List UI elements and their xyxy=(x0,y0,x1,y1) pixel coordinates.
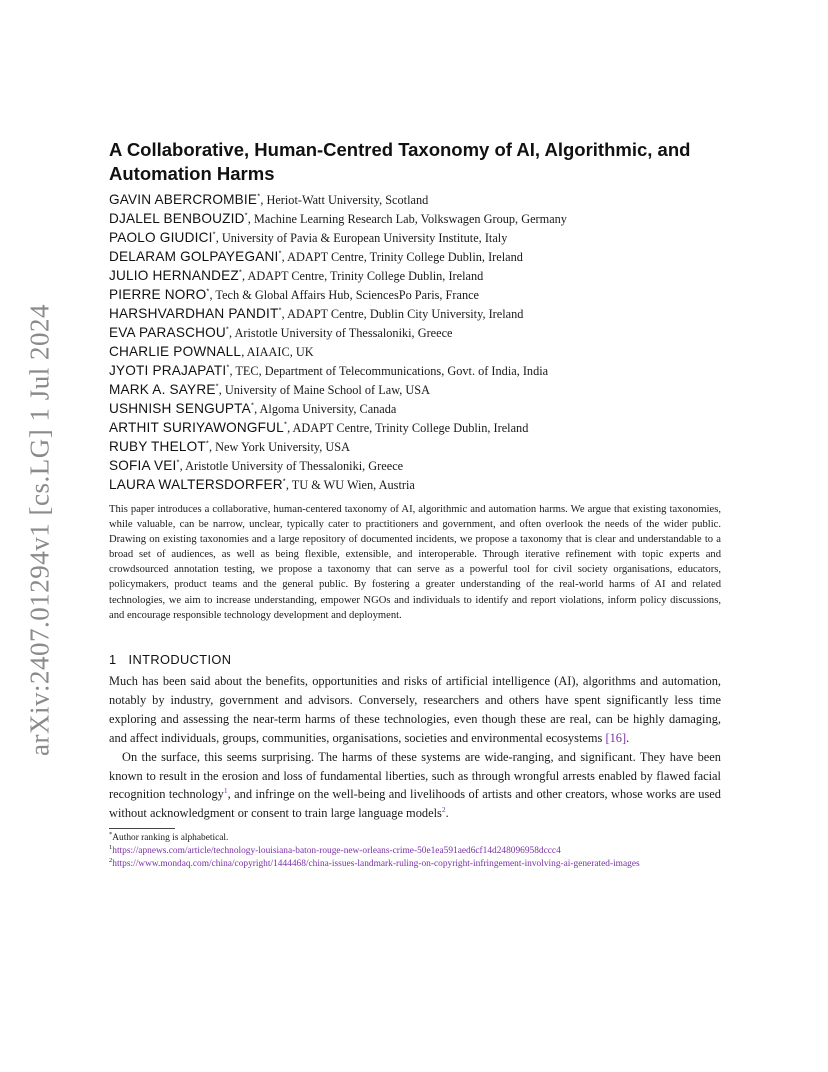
author-mark: * xyxy=(215,381,219,391)
author-mark: * xyxy=(206,286,210,296)
arxiv-identifier-stamp: arXiv:2407.01294v1 [cs.LG] 1 Jul 2024 xyxy=(24,304,55,756)
author-entry xyxy=(109,361,729,380)
author-name: USHNISH SENGUPTA* xyxy=(109,400,255,416)
footnote-link[interactable]: https://www.mondaq.com/china/copyright/1444468/china-issues-landmark-ruling-on-copyright-infringement-involving-ai-generated-images xyxy=(112,859,640,869)
author-entry xyxy=(109,342,729,361)
author-entry xyxy=(109,266,729,285)
author-entry xyxy=(109,190,729,209)
footnote-ref-link[interactable]: 1 xyxy=(223,786,228,796)
author-entry xyxy=(109,437,729,456)
abstract: This paper introduces a collaborative, human-centered taxonomy of AI, algorithmic and automation harms. We argue that existing taxonomies, while valuable, can be narrow, unclear, typically cater to practitioners and government, and often overlook the needs of the wider public. Drawing on existing taxonomies and a large repository of documented incidents, we propose a taxonomy that is clear and understandable to a broad set of audiences, as well as being flexible, extensible, and interoperable. Through iterative refinement with topic experts and crowdsourced annotation testing, we propose a taxonomy that can serve as a powerful tool for civil society organisations, educators, policymakers, product teams and the general public. By fostering a greater understanding of the real-world harms of AI and related technologies, we aim to increase understanding, empower NGOs and individuals to identify and report violations, inform policy discussions, and encourage responsible technology development and deployment. xyxy=(109,504,721,621)
author-name: HARSHVARDHAN PANDIT* xyxy=(109,305,282,321)
author-name: JULIO HERNANDEZ* xyxy=(109,267,243,283)
author-entry xyxy=(109,418,729,437)
author-affiliation: , University of Maine School of Law, USA xyxy=(218,383,431,397)
section-title: INTRODUCTION xyxy=(128,652,232,667)
footnote-divider xyxy=(109,828,175,829)
author-entry xyxy=(109,228,729,247)
author-affiliation: , Tech & Global Affairs Hub, SciencesPo Paris, France xyxy=(209,288,480,302)
author-affiliation: , Aristotle University of Thessaloniki, Greece xyxy=(229,326,453,340)
section-number: 1 xyxy=(109,652,117,667)
author-mark: * xyxy=(205,438,210,448)
footnote-author-ranking: *Author ranking is alphabetical. xyxy=(109,830,229,843)
author-name: CHARLIE POWNALL xyxy=(109,344,242,359)
paragraph: On the surface, this seems surprising. The harms of these systems are wide-ranging, and significant. They have been known to result in the erosion and loss of fundamental liberties, such as through wrongful arrests enabled by flawed facial recognition technology$^1$, and infringe on the well-being and livelihoods of artists and other creators, whose works are used without acknowledgment or consent to train large language models$^2$. xyxy=(109,749,721,821)
citation-link[interactable]: [16] xyxy=(605,730,627,745)
author-affiliation: , ADAPT Centre, Trinity College Dublin, Ireland xyxy=(287,421,529,435)
author-entry xyxy=(109,323,729,342)
author-mark: * xyxy=(225,324,230,334)
author-mark: * xyxy=(250,400,255,410)
author-mark: * xyxy=(212,229,216,239)
author-affiliation: , ADAPT Centre, Dublin City University, Ireland xyxy=(281,307,524,321)
author-affiliation: , TEC, Department of Telecommunications, Govt. of India, India xyxy=(229,364,549,378)
author-name: DJALEL BENBOUZID* xyxy=(109,210,248,226)
author-affiliation: , University of Pavia & European University Institute, Italy xyxy=(215,231,508,245)
author-entry xyxy=(109,247,729,266)
author-name: RUBY THELOT* xyxy=(109,438,210,454)
footnote-ref-link[interactable]: 2 xyxy=(441,805,446,815)
author-entry xyxy=(109,380,729,399)
author-affiliation: , Aristotle University of Thessaloniki, Greece xyxy=(179,459,404,473)
author-mark: * xyxy=(176,457,180,467)
author-mark: * xyxy=(226,362,230,372)
author-entry xyxy=(109,475,729,494)
author-affiliation: , Machine Learning Research Lab, Volkswagen Group, Germany xyxy=(247,212,567,226)
author-list xyxy=(109,190,729,494)
footnotes xyxy=(109,832,723,871)
author-name: PAOLO GIUDICI* xyxy=(109,229,216,245)
author-entry xyxy=(109,399,729,418)
author-affiliation: , ADAPT Centre, Trinity College Dublin, Ireland xyxy=(242,269,484,283)
footnote-url-1: $^1$https://apnews.com/article/technology-louisiana-baton-rouge-new-orleans-crime-50e1ea591aed6cf14d248096958dccc4 xyxy=(109,843,561,856)
author-mark: * xyxy=(278,305,282,315)
author-entry xyxy=(109,285,729,304)
author-mark: * xyxy=(257,191,261,201)
author-name: PIERRE NORO* xyxy=(109,286,210,302)
author-name: DELARAM GOLPAYEGANI* xyxy=(109,248,282,264)
author-name: LAURA WALTERSDORFER* xyxy=(109,476,286,492)
author-entry xyxy=(109,209,729,228)
author-affiliation: , Heriot-Watt University, Scotland xyxy=(260,193,429,207)
footnote-url-2: $^2$https://www.mondaq.com/china/copyright/1444468/china-issues-landmark-ruling-on-copyright-infringement-involving-ai-generated-images xyxy=(109,856,640,869)
author-entry xyxy=(109,456,729,475)
introduction-body xyxy=(109,672,721,823)
author-affiliation: , TU & WU Wien, Austria xyxy=(285,478,415,492)
paragraph: Much has been said about the benefits, opportunities and risks of artificial intelligence (AI), algorithms and automation, notably by industry, government and advisors. Conversely, researchers and others have spent significantly less time exploring and assessing the near-term harms of these technologies, even though these are real, can be highly damaging, and affect individuals, groups, communities, organisations, societies and environmental ecosystems [16]. xyxy=(109,674,721,745)
paper-title: A Collaborative, Human-Centred Taxonomy of AI, Algorithmic, and Automation Harms xyxy=(109,139,691,184)
author-mark: * xyxy=(282,476,286,486)
author-name: ARTHIT SURIYAWONGFUL* xyxy=(109,419,288,435)
author-entry xyxy=(109,304,729,323)
author-affiliation: , Algoma University, Canada xyxy=(254,402,397,416)
author-affiliation: , AIAAIC, UK xyxy=(241,345,314,359)
author-name: JYOTI PRAJAPATI* xyxy=(109,362,230,378)
footnote-link[interactable]: https://apnews.com/article/technology-louisiana-baton-rouge-new-orleans-crime-50e1ea591aed6cf14d248096958dccc4 xyxy=(112,846,561,856)
author-mark: * xyxy=(238,267,243,277)
author-name: EVA PARASCHOU* xyxy=(109,324,230,340)
author-affiliation: , ADAPT Centre, Trinity College Dublin, Ireland xyxy=(281,250,523,264)
author-mark: * xyxy=(283,419,288,429)
author-affiliation: , New York University, USA xyxy=(209,440,350,454)
section-heading xyxy=(109,652,231,667)
author-mark: * xyxy=(278,248,282,258)
author-name: GAVIN ABERCROMBIE* xyxy=(109,191,261,207)
author-name: SOFIA VEI* xyxy=(109,457,180,473)
author-mark: * xyxy=(244,210,248,220)
author-name: MARK A. SAYRE* xyxy=(109,381,219,397)
